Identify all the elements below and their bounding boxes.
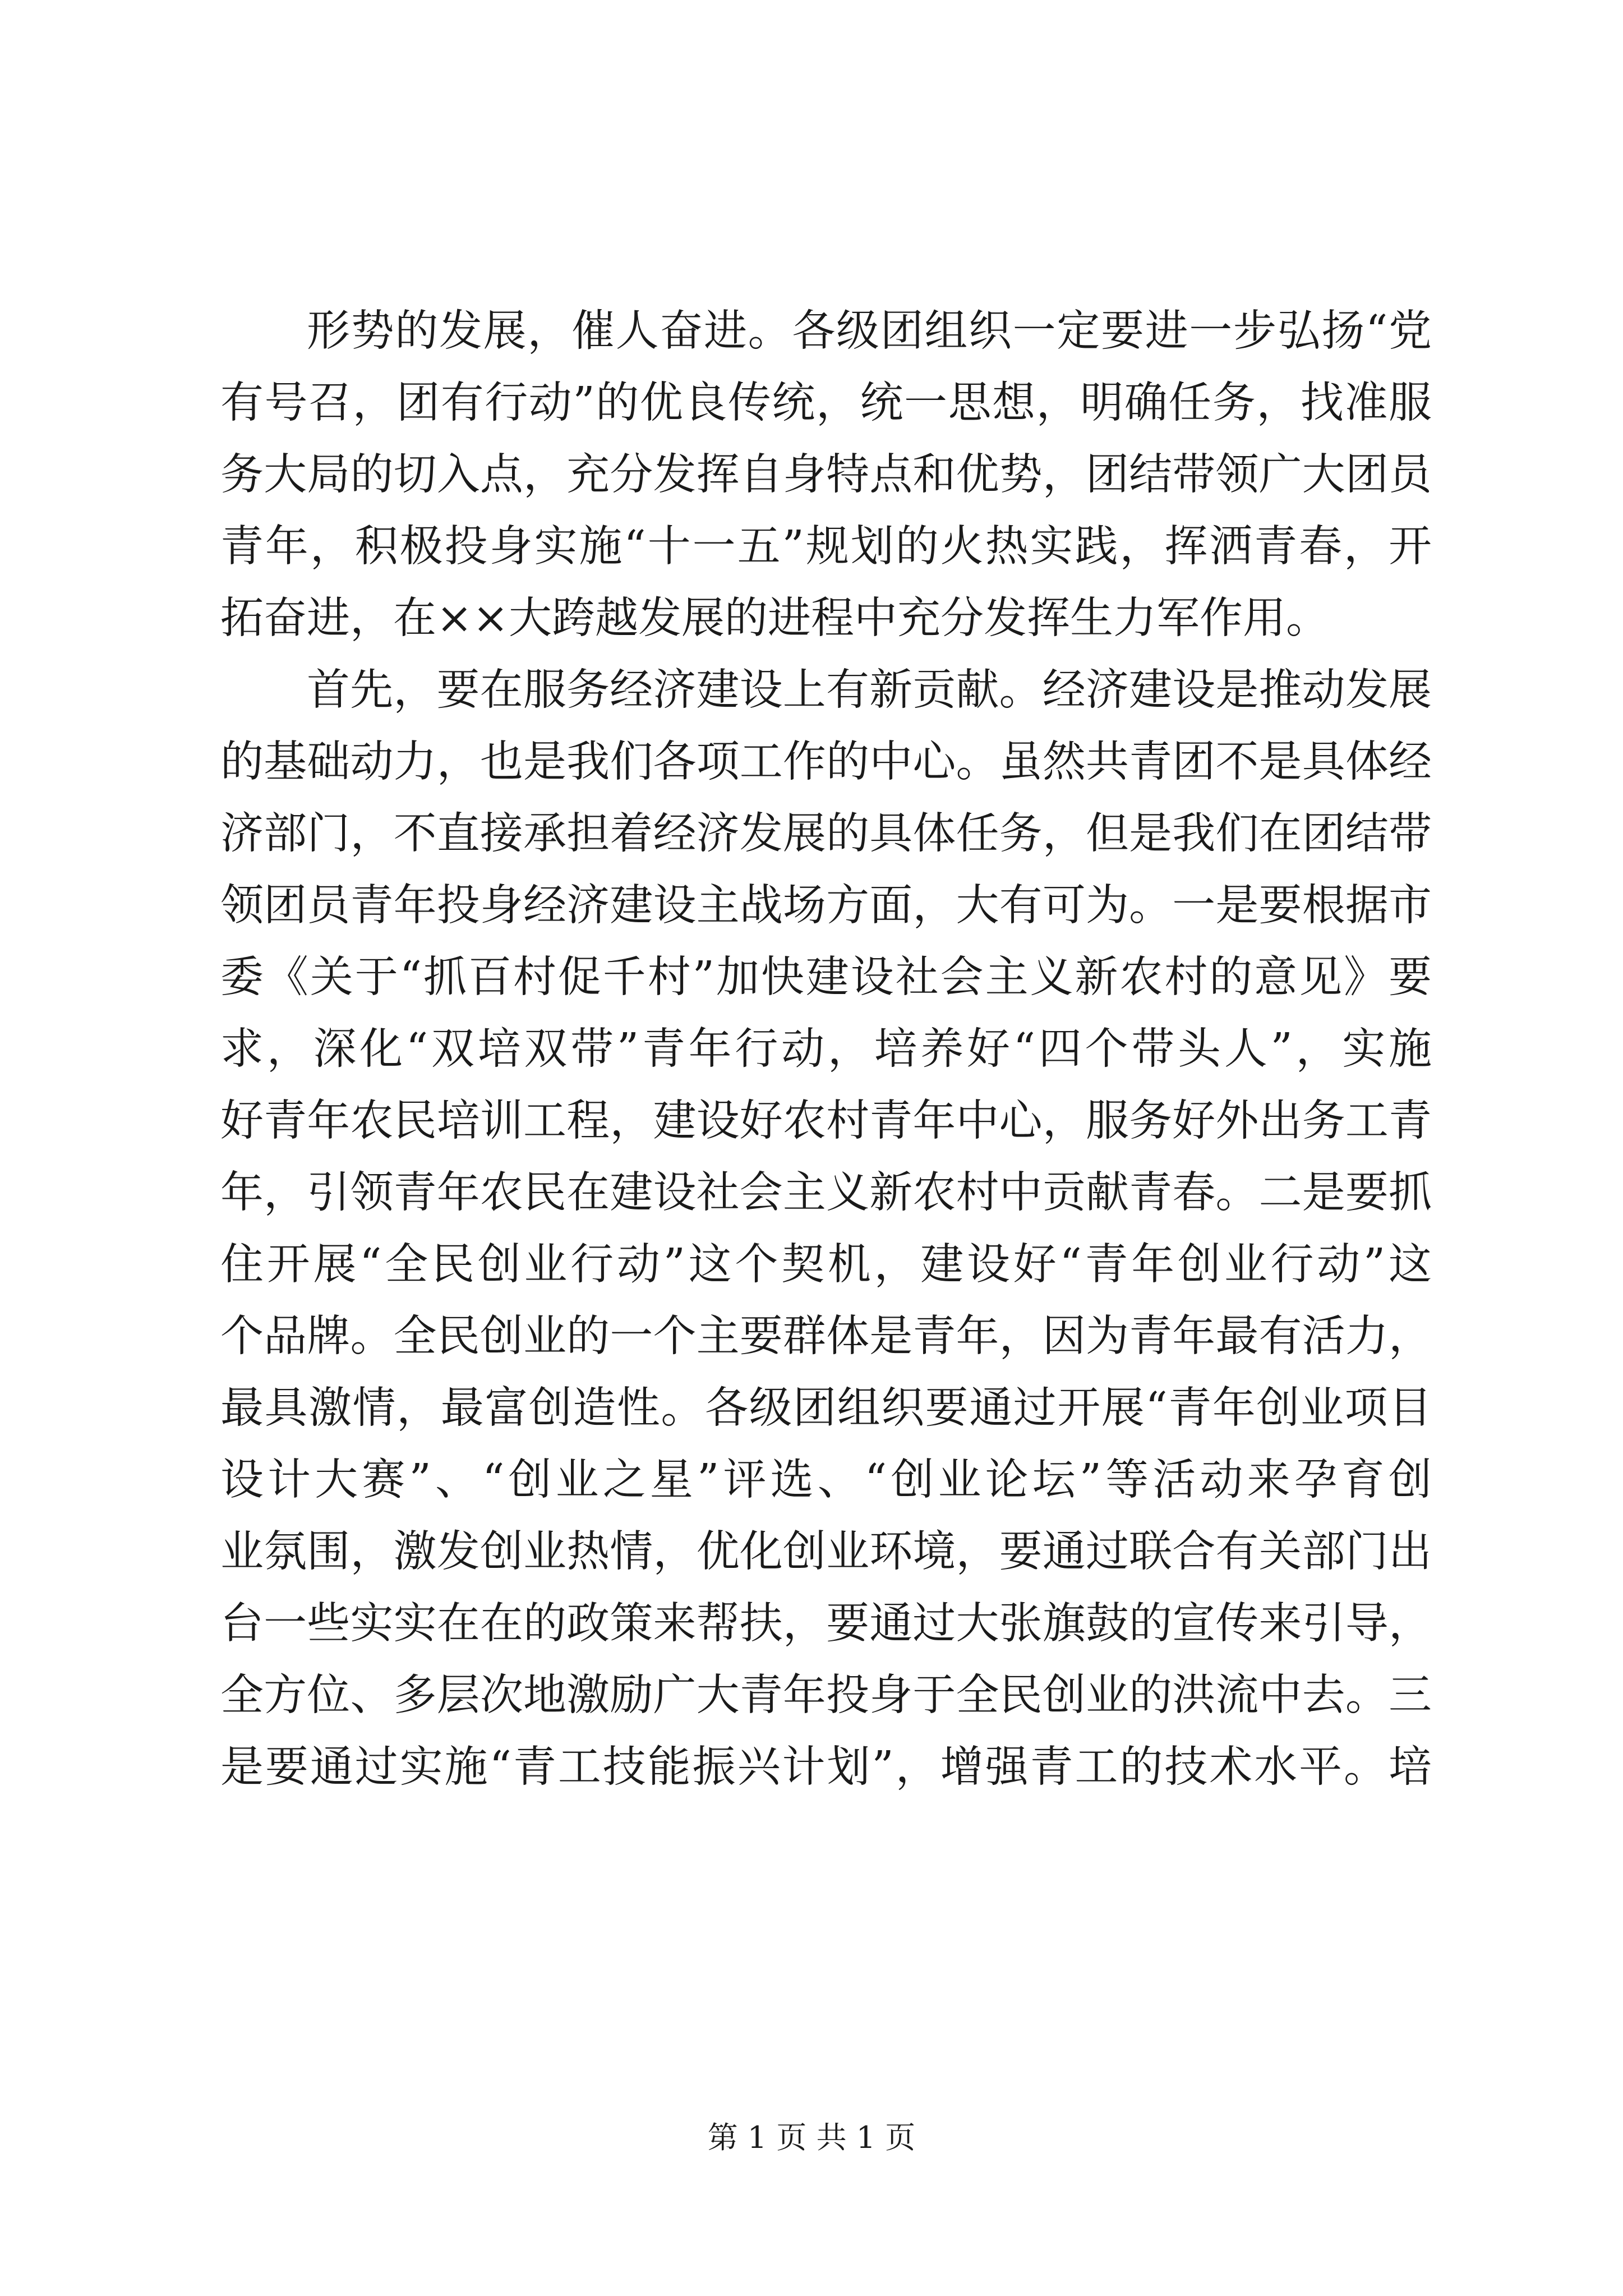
text-line: 拓奋进，在××大跨越发展的进程中充分发挥生力军作用。 [220, 593, 1330, 643]
text-line: 年，引领青年农民在建设社会主义新农村中贡献青春。二是要抓 [220, 1168, 1432, 1218]
text-line: 业氛围，激发创业热情，优化创业环境，要通过联合有关部门出 [220, 1527, 1432, 1577]
text-line: 台一些实实在在的政策来帮扶，要通过大张旗鼓的宣传来引导， [220, 1599, 1432, 1649]
text-line: 好青年农民培训工程，建设好农村青年中心，服务好外出务工青 [220, 1096, 1432, 1146]
text-line: 济部门，不直接承担着经济发展的具体任务，但是我们在团结带 [220, 809, 1432, 859]
text-line: 最具激情，最富创造性。各级团组织要通过开展“青年创业项目 [220, 1383, 1432, 1433]
text-line: 务大局的切入点，充分发挥自身特点和优势，团结带领广大团员 [220, 450, 1432, 500]
text-line: 形势的发展，催人奋进。各级团组织一定要进一步弘扬“党 [307, 306, 1432, 356]
text-line: 的基础动力，也是我们各项工作的中心。虽然共青团不是具体经 [220, 737, 1432, 787]
text-line: 求，深化“双培双带”青年行动，培养好“四个带头人”，实施 [220, 1024, 1432, 1074]
text-line: 设计大赛”、“创业之星”评选、“创业论坛”等活动来孕育创 [220, 1455, 1432, 1505]
text-line: 领团员青年投身经济建设主战场方面，大有可为。一是要根据市 [220, 881, 1432, 931]
document-body [220, 296, 1432, 1803]
text-line: 有号召，团有行动”的优良传统，统一思想，明确任务，找准服 [220, 378, 1432, 428]
text-line: 首先，要在服务经济建设上有新贡献。经济建设是推动发展 [307, 665, 1432, 715]
text-line: 住开展“全民创业行动”这个契机，建设好“青年创业行动”这 [220, 1240, 1432, 1290]
text-line: 青年，积极投身实施“十一五”规划的火热实践，挥洒青春，开 [220, 522, 1432, 572]
page-number-footer: 第 1 页 共 1 页 [707, 2120, 916, 2155]
text-line: 全方位、多层次地激励广大青年投身于全民创业的洪流中去。三 [220, 1671, 1432, 1720]
text-line: 是要通过实施“青工技能振兴计划”，增强青工的技术水平。培 [220, 1742, 1432, 1792]
text-line: 个品牌。全民创业的一个主要群体是青年，因为青年最有活力， [220, 1312, 1432, 1361]
text-line: 委《关于“抓百村促千村”加快建设社会主义新农村的意见》要 [220, 953, 1432, 1002]
